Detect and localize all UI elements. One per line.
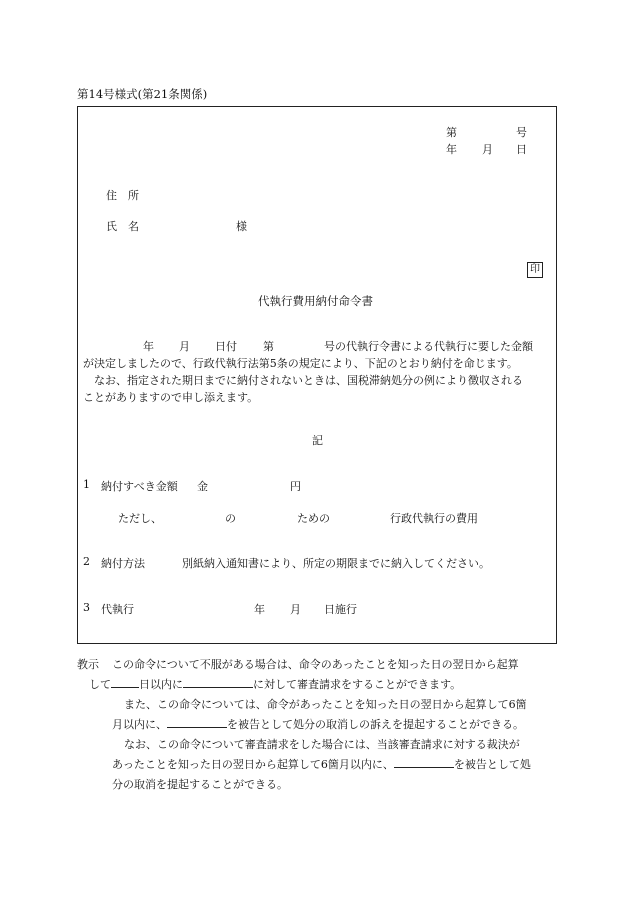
notice-line2 [89,676,461,692]
body-para2-line1: なお、指定された期日までに納付されないときは、国税滞納処分の例により徴収される [94,374,523,387]
item2-text: 別紙納入通知書により、所定の期限までに納入してください。 [182,557,490,570]
body-no: 第 [263,340,274,353]
date-day: 日 [516,143,527,156]
item1-no: の [225,512,236,525]
item1-prefix: 金 [197,480,208,493]
item1-number: 1 [83,478,90,491]
body-dated: 日付 [215,340,237,353]
notice-line1: この命令について不服がある場合は、命令のあったことを知った日の翌日から起算 [112,658,519,671]
notice-line2-b: 日以内に [139,678,183,691]
notice-line6 [112,756,531,772]
notice-line6-a: あったことを知った日の翌日から起算して6箇月以内に、 [112,758,394,771]
days-blank [111,676,139,688]
body-para2-line2: ことがありますので申し添えます。 [83,391,259,404]
item3-year: 年 [254,603,265,616]
item1-unit: 円 [290,480,301,493]
item3-day: 日施行 [324,603,357,616]
address-label: 住 所 [106,189,139,202]
item2-label: 納付方法 [101,557,145,570]
document-title: 代執行費用納付命令書 [258,294,373,308]
defendant-blank-1 [167,716,227,728]
item1-proviso: ただし、 [118,512,162,525]
notice-line3: また、この命令については、命令があったことを知った日の翌日から起算して6箇 [124,698,527,711]
notice-line6-b: を被告として処 [453,758,531,771]
defendant-blank-2 [394,756,454,768]
name-label: 氏 名 [106,220,139,233]
item1-tame: ための [297,512,330,525]
item1-cost: 行政代執行の費用 [390,512,478,525]
item2-number: 2 [83,555,90,568]
notice-line4-a: 月以内に、 [112,718,167,731]
date-year: 年 [446,143,457,156]
notice-line7: 分の取消を提起することができる。 [112,778,288,791]
ki-heading: 記 [312,434,323,447]
notice-line2-c: に対して審査請求をすることができます。 [253,678,462,691]
form-title: 第14号様式(第21条関係) [77,87,208,101]
doc-number-suffix: 号 [516,126,527,139]
item1-label: 納付すべき金額 [101,480,178,493]
item3-month: 月 [290,603,301,616]
body-line1-rest: 号の代執行令書による代執行に要した金額 [324,340,533,353]
notice-label: 教示 [77,658,99,671]
notice-line5: なお、この命令について審査請求をした場合には、当該審査請求に対する裁決が [124,738,520,751]
doc-number-prefix: 第 [446,126,457,139]
honorific: 様 [236,220,247,233]
body-line2: が決定しましたので、行政代執行法第5条の規定により、下記のとおり納付を命じます。 [83,357,518,370]
body-year: 年 [143,340,154,353]
notice-line4 [112,716,524,732]
seal-stamp: 印 [527,262,543,278]
item3-label: 代執行 [101,603,134,616]
item3-number: 3 [83,601,90,614]
notice-line4-b: を被告として処分の取消しの訴えを提起することができる。 [227,718,524,731]
authority-blank [183,676,253,688]
date-month: 月 [482,143,493,156]
notice-line2-a: して [89,678,111,691]
body-month: 月 [179,340,190,353]
